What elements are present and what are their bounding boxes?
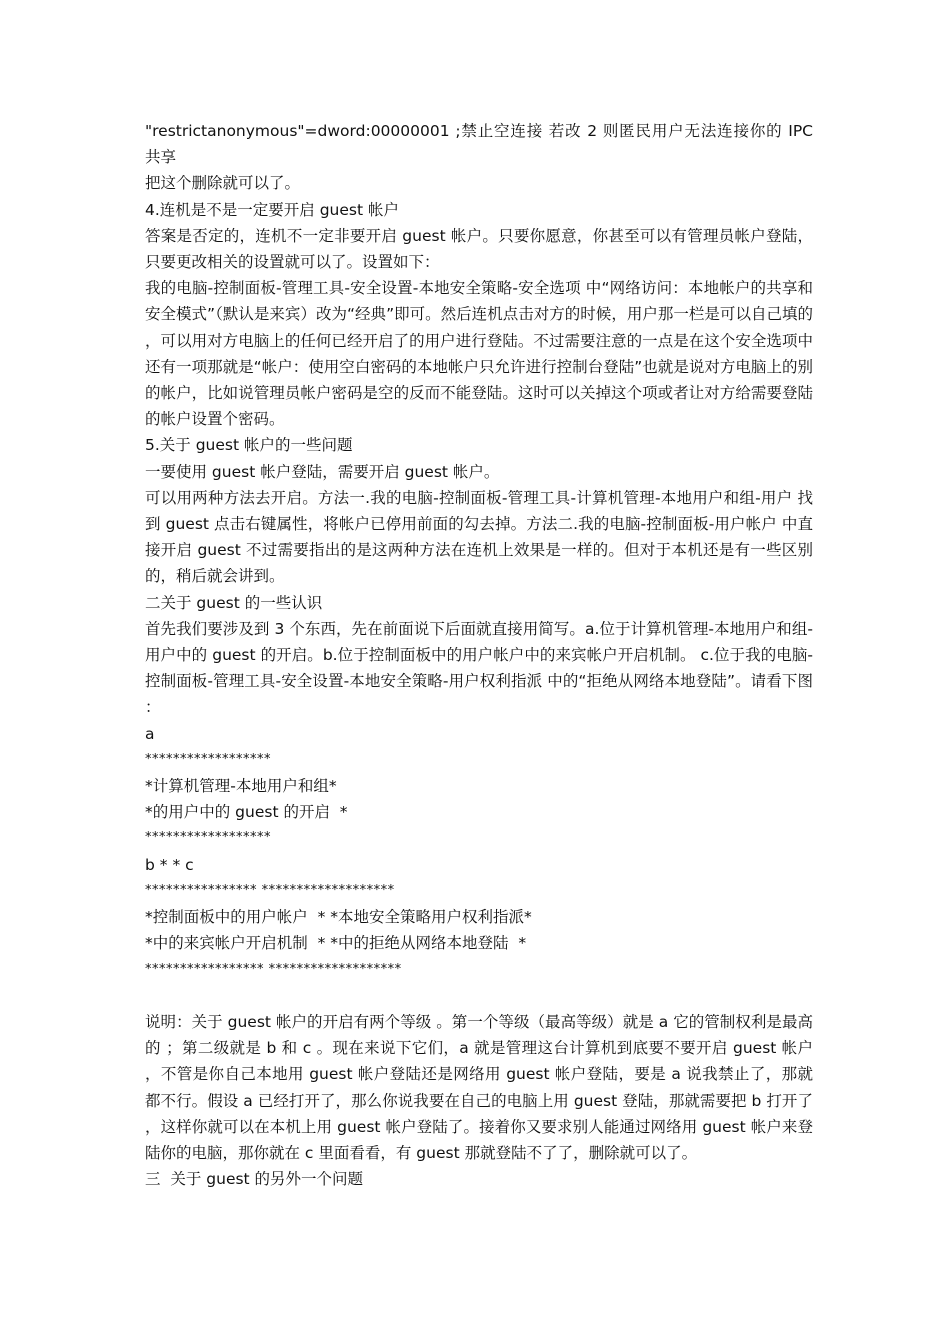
blank-line — [145, 983, 813, 1009]
paragraph: 可以用两种方法去开启。方法一.我的电脑-控制面板-管理工具-计算机管理-本地用户和组-用户 找到 guest 点击右键属性，将帐户已停用前面的勾去掉。方法二.我的电脑-控制面板-用户帐户 中直接开启 guest 不过需要指出的是这两种方法在连机上效果是一样的。但对于本机还是有一些区别的，稍后就会讲到。 — [145, 488, 813, 586]
text-line: 三 关于 guest 的另外一个问题 — [145, 1170, 364, 1189]
text-line: b * * c — [145, 855, 194, 874]
text-line: *控制面板中的用户帐户 * *本地安全策略用户权利指派* — [145, 908, 532, 927]
asterisk-border-line: ****************** — [145, 830, 271, 846]
paragraph: "restrictanonymous"=dword:00000001 ;禁止空连接 若改 2 则匿民用户无法连接你的 IPC 共享 — [145, 122, 813, 167]
paragraph: 答案是否定的，连机不一定非要开启 guest 帐户。只要你愿意，你甚至可以有管理员帐户登陆，只要更改相关的设置就可以了。设置如下： — [145, 226, 813, 272]
asterisk-border-line: ***************** ******************* — [145, 961, 402, 977]
text-line: 4.连机是不是一定要开启 guest 帐户 — [145, 200, 399, 219]
text-line: a — [145, 724, 155, 743]
text-line: 5.关于 guest 帐户的一些问题 — [145, 436, 353, 455]
text-line: 一要使用 guest 帐户登陆，需要开启 guest 帐户。 — [145, 462, 500, 481]
text-line: *的用户中的 guest 的开启 * — [145, 803, 348, 822]
asterisk-border-line: **************** ******************* — [145, 882, 395, 898]
paragraph: 首先我们要涉及到 3 个东西，先在前面说下后面就直接用简写。a.位于计算机管理-本地用户和组-用户中的 guest 的开启。b.位于控制面板中的用户帐户中的来宾帐户开启机制。 c.位于我的电脑-控制面板-管理工具-安全设置-本地安全策略-用户权利指派 中的“拒绝从网络本地登陆”。请看下图： — [145, 619, 813, 717]
paragraph: 我的电脑-控制面板-管理工具-安全设置-本地安全策略-安全选项 中“网络访问：本地帐户的共享和安全模式”（默认是来宾）改为“经典”即可。然后连机点击对方的时候，用户那一栏是可以自己填的，可以用对方电脑上的任何已经开启了的用户进行登陆。不过需要注意的一点是在这个安全选项中还有一项那就是“帐户：使用空白密码的本地帐户只允许进行控制台登陆”也就是说对方电脑上的别的帐户，比如说管理员帐户密码是空的反而不能登陆。这时可以关掉这个项或者让对方给需要登陆的帐户设置个密码。 — [145, 279, 813, 429]
asterisk-border-line: ****************** — [145, 751, 271, 767]
text-line: 二关于 guest 的一些认识 — [145, 593, 323, 612]
text-line: 把这个删除就可以了。 — [145, 174, 301, 193]
paragraph: 说明：关于 guest 帐户的开启有两个等级 。第一个等级（最高等级）就是 a 它的管制权利是最高的 ；第二级就是 b 和 c 。现在来说下它们，a 就是管理这台计算机到底要不要开启 guest 帐户，不管是你自己本地用 guest 帐户登陆还是网络用 guest 帐户登陆，要是 a 说我禁止了，那就都不行。假设 a 已经打开了，那么你说我要在自己的电脑上用 guest 登陆，那就需要把 b 打开了，这样你就可以在本机上用 guest 帐户登陆了。接着你又要求别人能通过网络用 guest 帐户来登陆你的电脑，那你就在 c 里面看看，有 guest 那就登陆不了了，删除就可以了。 — [145, 1012, 813, 1162]
text-line: *中的来宾帐户开启机制 * *中的拒绝从网络本地登陆 * — [145, 934, 527, 953]
text-line: *计算机管理-本地用户和组* — [145, 777, 337, 796]
document-body — [145, 118, 813, 1192]
